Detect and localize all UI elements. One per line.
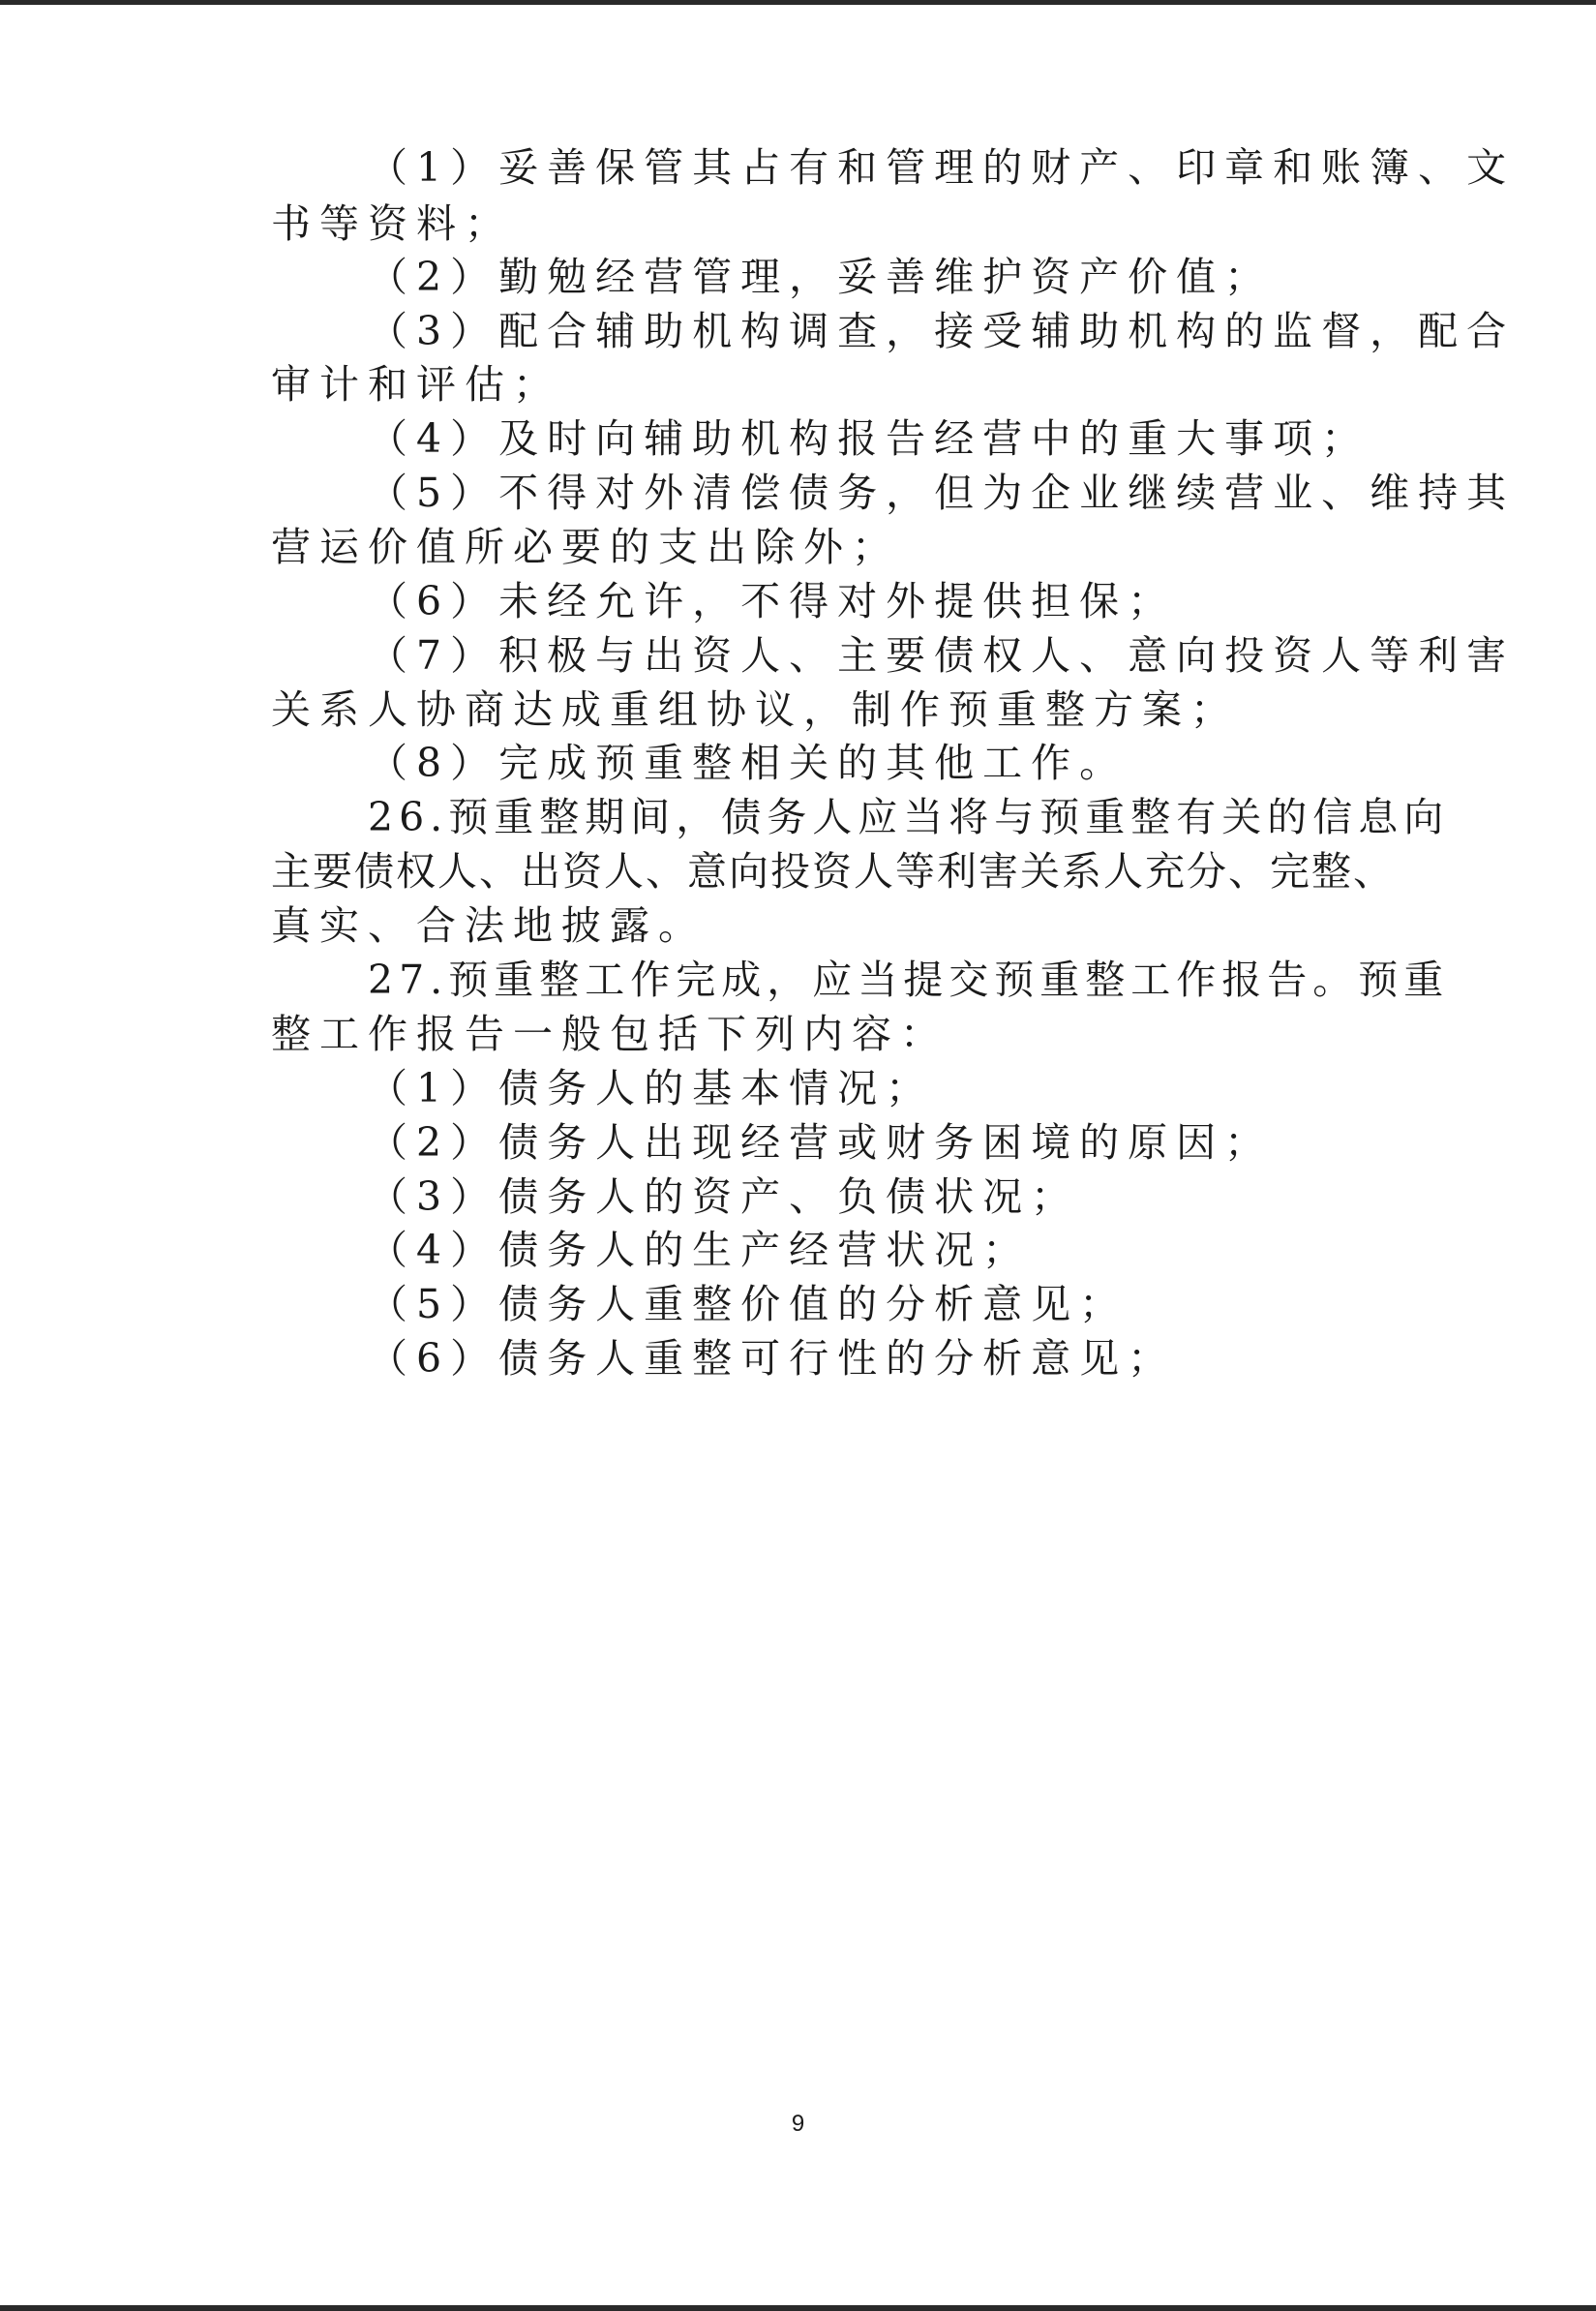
text-line-article-26-end: 真实、合法地披露。 (271, 902, 707, 949)
text-line-item-6: （6）未经允许，不得对外提供担保； (368, 578, 1177, 624)
text-line-article-26: 26.预重整期间，债务人应当将与预重整有关的信息向 (368, 794, 1450, 840)
text-line-item-7: （7）积极与出资人、主要债权人、意向投资人等利害 (368, 632, 1516, 679)
text-line-report-2: （2）债务人出现经营或财务困境的原因； (368, 1119, 1274, 1166)
scan-edge-top (0, 0, 1596, 5)
scan-edge-bottom (0, 2305, 1596, 2311)
text-line-item-8: （8）完成预重整相关的其他工作。 (368, 740, 1129, 786)
text-line-report-5: （5）债务人重整价值的分析意见； (368, 1281, 1129, 1327)
text-line-report-4: （4）债务人的生产经营状况； (368, 1227, 1032, 1273)
text-line-item-3-cont: 审计和评估； (271, 361, 561, 408)
text-line-item-4: （4）及时向辅助机构报告经营中的重大事项； (368, 415, 1370, 462)
text-line-report-6: （6）债务人重整可行性的分析意见； (368, 1335, 1177, 1382)
text-line-article-27: 27.预重整工作完成，应当提交预重整工作报告。预重 (368, 957, 1450, 1003)
text-line-item-1-cont: 书等资料； (271, 200, 513, 247)
text-line-item-5-cont: 营运价值所必要的支出除外； (271, 524, 900, 570)
text-line-item-1: （1）妥善保管其占有和管理的财产、印章和账簿、文 (368, 144, 1516, 191)
text-line-item-3: （3）配合辅助机构调查，接受辅助机构的监督，配合 (368, 308, 1516, 354)
text-line-report-3: （3）债务人的资产、负债状况； (368, 1173, 1080, 1220)
text-line-report-1: （1）债务人的基本情况； (368, 1065, 935, 1111)
text-line-item-2: （2）勤勉经营管理，妥善维护资产价值； (368, 254, 1274, 300)
text-line-item-5: （5）不得对外清偿债务，但为企业继续营业、维持其 (368, 470, 1516, 516)
text-line-item-7-cont: 关系人协商达成重组协议，制作预重整方案； (271, 686, 1239, 733)
text-line-article-27-cont: 整工作报告一般包括下列内容： (271, 1011, 949, 1057)
page-number: 9 (791, 2111, 805, 2137)
text-line-article-26-cont: 主要债权人、出资人、意向投资人等利害关系人充分、完整、 (271, 848, 1395, 895)
